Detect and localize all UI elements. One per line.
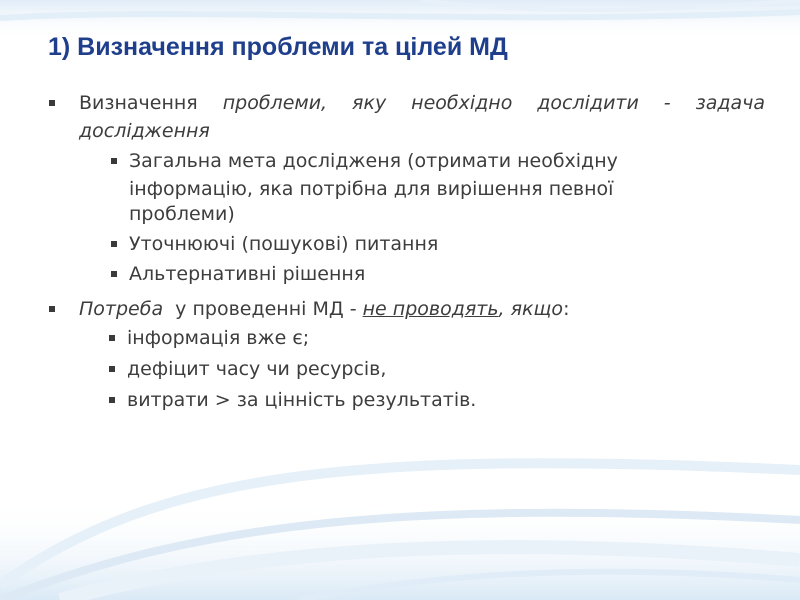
sub-bullet-text: дефіцит часу чи ресурсів,	[127, 358, 387, 380]
bullet-item-need	[79, 295, 765, 323]
sub-bullet-general-goal-line2	[129, 175, 765, 203]
bullet-text-italic: , якщо	[498, 298, 564, 320]
bullet-text-italic: Потреба	[79, 298, 164, 320]
slide-title: 1) Визначення проблеми та цілей МД	[48, 33, 508, 61]
bullet-text-italic: дослідження	[79, 120, 210, 142]
bullet-text-underlined: не проводять	[362, 298, 499, 320]
sub-bullet-text: Загальна мета дослідженя (отримати необхідну	[129, 150, 618, 172]
bullet-text-part: :	[563, 298, 570, 320]
sub-bullet-alternative-solutions	[129, 260, 765, 288]
sub-bullet-text: витрати > за цінність результатів.	[127, 389, 477, 411]
square-bullet-icon	[109, 335, 115, 341]
bullet-item-problem-definition	[79, 89, 765, 117]
sub-bullet-text: Альтернативні рішення	[129, 263, 366, 285]
square-bullet-icon	[109, 366, 115, 372]
bullet-text-part: Визначення	[79, 92, 223, 114]
sub-bullet-general-goal-line3	[129, 200, 765, 228]
bullet-item-problem-definition-continued	[79, 117, 765, 145]
sub-bullet-costs-exceed-value	[127, 386, 763, 414]
sub-bullet-text: інформація вже є;	[127, 327, 310, 349]
sub-bullet-clarifying-questions	[129, 230, 765, 258]
sub-bullet-lack-of-time	[127, 355, 763, 383]
square-bullet-icon	[49, 306, 55, 312]
square-bullet-icon	[111, 271, 117, 277]
bullet-text-part: у проведенні МД -	[163, 298, 363, 320]
sub-bullet-text: Уточнюючі (пошукові) питання	[129, 233, 439, 255]
square-bullet-icon	[49, 100, 55, 106]
bullet-text-italic: проблеми, яку необхідно дослідити - задача	[222, 92, 766, 114]
sub-bullet-info-exists	[127, 324, 763, 352]
sub-bullet-text: проблеми)	[129, 203, 235, 225]
sub-bullet-text: інформацію, яка потрібна для вирішення певної	[129, 178, 614, 200]
square-bullet-icon	[111, 158, 117, 164]
square-bullet-icon	[111, 241, 117, 247]
sub-bullet-general-goal	[129, 147, 765, 175]
square-bullet-icon	[109, 397, 115, 403]
